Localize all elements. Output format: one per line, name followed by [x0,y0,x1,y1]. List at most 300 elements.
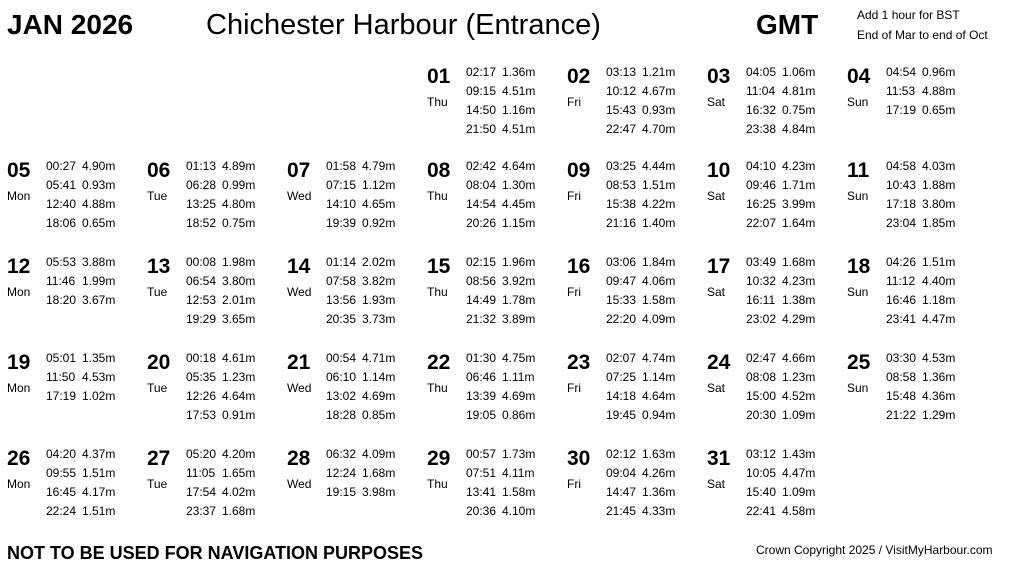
tide-height: 1.16m [502,103,536,117]
day-number: 26 [7,447,31,470]
tide-height: 4.74m [642,351,676,365]
tide-time: 05:41 [46,178,77,192]
tide-time: 09:47 [606,274,637,288]
tide-entry [326,197,395,211]
tide-height: 4.53m [922,351,956,365]
tide-time: 22:47 [606,122,637,136]
day-name: Sat [707,477,726,491]
tide-height: 4.23m [782,274,816,288]
tide-entry [466,408,535,422]
tide-height: 4.79m [362,159,396,173]
tide-entry [746,255,815,269]
tide-time: 17:53 [186,408,217,422]
day-name: Fri [567,95,581,109]
tide-height: 4.40m [922,274,956,288]
tide-height: 4.71m [362,351,396,365]
day-cell [7,255,147,335]
day-number: 29 [427,447,451,470]
day-number: 22 [427,351,451,374]
tide-height: 1.40m [642,216,676,230]
tide-entry [746,447,815,461]
tide-height: 1.63m [642,447,676,461]
tide-entry [46,197,115,211]
tide-entry [466,255,535,269]
tide-height: 0.65m [82,216,116,230]
tide-entry [466,178,535,192]
day-name: Sun [847,381,869,395]
tide-time: 05:20 [186,447,217,461]
tide-entry [46,293,115,307]
tide-entry [326,351,395,365]
tide-entry [186,370,255,384]
day-number: 13 [147,255,171,278]
tide-entry [326,485,395,499]
tide-time: 13:41 [466,485,497,499]
tide-entry [886,103,955,117]
tide-height: 0.91m [222,408,256,422]
day-number: 07 [287,159,311,182]
tide-entry [886,178,955,192]
tide-entry [326,255,395,269]
tide-height: 1.73m [502,447,536,461]
tide-time: 15:40 [746,485,777,499]
tide-time: 11:53 [886,84,916,98]
tide-height: 4.44m [642,159,676,173]
tide-time: 14:47 [606,485,637,499]
tide-time: 18:06 [46,216,77,230]
tide-entry [606,122,675,136]
day-cell [427,351,567,431]
tide-entry [186,312,255,326]
tide-time: 12:40 [46,197,77,211]
tide-height: 3.98m [362,485,396,499]
tide-time: 09:04 [606,466,637,480]
tide-height: 3.82m [362,274,396,288]
day-number: 23 [567,351,591,374]
tide-time: 03:13 [606,65,637,79]
tide-entry [606,447,675,461]
tide-height: 3.88m [82,255,116,269]
tide-time: 19:39 [326,216,357,230]
tide-height: 4.80m [222,197,256,211]
tide-entry [46,485,115,499]
day-cell [847,255,987,335]
tide-time: 08:56 [466,274,497,288]
tide-height: 4.37m [82,447,116,461]
day-name: Tue [147,189,168,203]
tide-time: 21:50 [466,122,497,136]
tide-entry [886,216,955,230]
tide-time: 06:32 [326,447,357,461]
day-name: Sat [707,189,726,203]
tide-time: 03:06 [606,255,637,269]
tide-entry [466,274,535,288]
tide-height: 4.06m [642,274,676,288]
day-cell [427,447,567,527]
tide-time: 01:14 [326,255,357,269]
day-number: 19 [7,351,31,374]
tide-time: 01:13 [186,159,217,173]
tide-time: 03:49 [746,255,777,269]
tide-time: 13:56 [326,293,357,307]
tide-height: 4.88m [922,84,956,98]
day-cell [287,351,427,431]
tide-height: 1.78m [502,293,536,307]
tide-height: 1.51m [82,504,116,518]
tide-height: 4.61m [222,351,256,365]
tide-entry [746,216,815,230]
tide-height: 4.67m [642,84,676,98]
tide-time: 02:42 [466,159,497,173]
tide-time: 19:05 [466,408,497,422]
tide-entry [46,351,115,365]
tide-height: 3.92m [502,274,536,288]
tide-height: 4.88m [82,197,116,211]
tide-time: 20:30 [746,408,777,422]
copyright-notice: Crown Copyright 2025 / VisitMyHarbour.com [756,543,993,557]
tide-entry [466,197,535,211]
tide-height: 1.14m [362,370,396,384]
tide-height: 1.96m [502,255,536,269]
day-name: Fri [567,477,581,491]
tide-height: 4.90m [82,159,116,173]
tide-height: 1.21m [642,65,676,79]
tide-time: 07:15 [326,178,357,192]
tide-height: 4.26m [642,466,676,480]
tide-entry [46,159,115,173]
tide-entry [186,274,255,288]
tide-entry [186,408,255,422]
tide-height: 4.09m [642,312,676,326]
tide-entry [746,159,815,173]
day-name: Sat [707,285,726,299]
tide-time: 17:18 [886,197,917,211]
tide-entry [46,216,115,230]
tide-time: 09:55 [46,466,77,480]
tide-height: 1.68m [222,504,256,518]
tide-entry [326,293,395,307]
tide-entry [186,351,255,365]
tide-entry [326,370,395,384]
tide-entry [46,370,115,384]
day-number: 27 [147,447,171,470]
day-name: Tue [147,285,168,299]
tide-height: 4.65m [362,197,396,211]
tide-entry [186,466,255,480]
day-cell [567,351,707,431]
tide-time: 17:19 [886,103,917,117]
tide-height: 1.99m [82,274,116,288]
tide-time: 07:58 [326,274,357,288]
tide-time: 15:33 [606,293,637,307]
tide-height: 4.23m [782,159,816,173]
tide-height: 1.11m [502,370,535,384]
day-name: Thu [427,285,448,299]
tide-time: 02:47 [746,351,777,365]
tide-entry [46,255,115,269]
tide-time: 12:26 [186,389,217,403]
tide-entry [186,178,255,192]
tide-height: 4.64m [222,389,256,403]
tide-entry [326,466,395,480]
tide-height: 1.51m [82,466,116,480]
tide-time: 09:15 [466,84,497,98]
tide-time: 05:01 [46,351,77,365]
tide-entry [186,485,255,499]
tide-entry [466,447,535,461]
tide-entry [746,389,815,403]
tide-height: 0.85m [362,408,396,422]
day-cell [707,159,847,239]
day-number: 04 [847,65,871,88]
tide-height: 4.29m [782,312,816,326]
bst-note-line-2: End of Mar to end of Oct [857,28,988,42]
tide-height: 4.64m [502,159,536,173]
tide-height: 1.51m [642,178,676,192]
tide-entry [326,159,395,173]
tide-time: 12:24 [326,466,357,480]
tide-entry [746,103,815,117]
tide-entry [886,389,955,403]
tide-time: 01:30 [466,351,497,365]
tide-entry [886,312,955,326]
tide-height: 0.86m [502,408,536,422]
tide-height: 0.94m [642,408,676,422]
tide-entry [466,504,535,518]
tide-entry [46,389,115,403]
tide-time: 23:41 [886,312,917,326]
tide-time: 15:48 [886,389,917,403]
tide-time: 13:25 [186,197,217,211]
day-number: 21 [287,351,311,374]
tide-height: 1.68m [782,255,816,269]
tide-entry [186,216,255,230]
tide-time: 21:32 [466,312,497,326]
tide-entry [466,466,534,480]
day-number: 15 [427,255,451,278]
tide-time: 15:43 [606,103,637,117]
tide-entry [466,370,534,384]
tide-height: 4.47m [922,312,956,326]
tide-time: 17:19 [46,389,77,403]
day-name: Fri [567,189,581,203]
tide-entry [746,65,815,79]
tide-height: 4.84m [782,122,816,136]
tide-height: 0.92m [362,216,396,230]
tide-entry [746,312,815,326]
tide-entry [746,351,815,365]
tide-time: 23:02 [746,312,777,326]
tide-time: 11:50 [46,370,76,384]
day-cell [707,255,847,335]
tide-time: 00:27 [46,159,77,173]
tide-entry [466,103,535,117]
tide-time: 18:20 [46,293,77,307]
tide-entry [186,159,255,173]
day-number: 10 [707,159,731,182]
day-cell [7,159,147,239]
tide-height: 4.52m [782,389,816,403]
tide-height: 1.88m [922,178,956,192]
timezone-label: GMT [756,9,819,40]
day-name: Sun [847,189,869,203]
tide-time: 09:46 [746,178,777,192]
tide-entry [326,274,395,288]
day-cell [147,351,287,431]
tide-entry [606,103,675,117]
tide-time: 07:25 [606,370,637,384]
tide-height: 1.65m [222,466,256,480]
tide-entry [746,466,815,480]
tide-height: 1.36m [642,485,676,499]
day-number: 28 [287,447,311,470]
day-name: Fri [567,285,581,299]
tide-height: 4.70m [642,122,676,136]
tide-entry [606,351,675,365]
tide-height: 4.33m [642,504,676,518]
tide-height: 1.30m [502,178,536,192]
tide-entry [746,504,815,518]
day-number: 17 [707,255,731,278]
tide-time: 15:00 [746,389,777,403]
tide-height: 1.14m [642,370,676,384]
tide-time: 22:20 [606,312,637,326]
tide-entry [746,197,815,211]
harbour-title: Chichester Harbour (Entrance) [206,9,601,41]
tide-time: 06:10 [326,370,357,384]
day-name: Wed [287,477,312,491]
tide-entry [886,351,955,365]
tide-height: 4.36m [922,389,956,403]
tide-entry [886,65,955,79]
tide-height: 0.96m [922,65,956,79]
day-name: Mon [7,285,31,299]
day-number: 09 [567,159,591,182]
tide-time: 20:26 [466,216,497,230]
day-cell [847,159,987,239]
tide-time: 17:54 [186,485,217,499]
tide-time: 08:53 [606,178,637,192]
tide-time: 04:26 [886,255,917,269]
tide-entry [886,408,955,422]
tide-height: 1.64m [782,216,816,230]
tide-entry [886,293,955,307]
tide-height: 4.69m [362,389,396,403]
bst-note-line-1: Add 1 hour for BST [857,8,960,22]
tide-time: 18:52 [186,216,217,230]
tide-time: 07:51 [466,466,497,480]
tide-time: 13:02 [326,389,357,403]
tide-entry [466,389,535,403]
day-cell [427,255,567,335]
tide-height: 1.12m [362,178,396,192]
tide-entry [746,370,815,384]
tide-entry [186,447,255,461]
day-cell [847,65,987,145]
day-cell [147,447,287,527]
tide-height: 1.23m [782,370,816,384]
tide-entry [746,485,815,499]
tide-time: 10:43 [886,178,917,192]
tide-height: 2.02m [362,255,396,269]
day-number: 31 [707,447,731,470]
tide-height: 1.58m [502,485,536,499]
day-number: 06 [147,159,171,182]
tide-time: 23:04 [886,216,917,230]
tide-time: 11:04 [746,84,776,98]
day-cell [427,159,567,239]
tide-time: 05:53 [46,255,77,269]
tide-time: 16:45 [46,485,77,499]
tide-height: 1.71m [782,178,816,192]
tide-height: 3.80m [222,274,256,288]
tide-time: 16:32 [746,103,777,117]
tide-height: 4.45m [502,197,536,211]
day-number: 18 [847,255,871,278]
tide-time: 02:15 [466,255,497,269]
tide-time: 10:32 [746,274,777,288]
tide-height: 4.53m [82,370,116,384]
tide-height: 0.65m [922,103,956,117]
tide-time: 06:46 [466,370,497,384]
tide-height: 4.11m [502,466,535,480]
tide-time: 10:12 [606,84,637,98]
tide-entry [46,274,115,288]
tide-height: 0.75m [782,103,816,117]
tide-entry [886,255,955,269]
tide-time: 10:05 [746,466,777,480]
tide-entry [886,159,955,173]
tide-time: 13:39 [466,389,497,403]
tide-entry [186,255,255,269]
day-cell [147,159,287,239]
tide-time: 14:10 [326,197,357,211]
day-cell [7,351,147,431]
day-number: 01 [427,65,451,88]
tide-time: 16:11 [746,293,776,307]
tide-height: 3.65m [222,312,256,326]
tide-time: 14:54 [466,197,497,211]
tide-time: 21:22 [886,408,917,422]
tide-entry [746,178,815,192]
tide-entry [46,178,115,192]
day-number: 12 [7,255,31,278]
tide-time: 21:45 [606,504,637,518]
tide-entry [606,178,675,192]
tide-time: 06:28 [186,178,217,192]
tide-time: 18:28 [326,408,357,422]
day-cell [847,351,987,431]
tide-time: 21:16 [606,216,637,230]
tide-height: 1.58m [642,293,676,307]
tide-time: 02:07 [606,351,637,365]
day-number: 24 [707,351,731,374]
tide-height: 1.85m [922,216,956,230]
tide-time: 14:50 [466,103,497,117]
tide-height: 4.03m [922,159,956,173]
tide-entry [606,408,675,422]
tide-entry [606,370,675,384]
day-name: Thu [427,189,448,203]
tide-time: 22:41 [746,504,777,518]
tide-height: 1.36m [922,370,956,384]
day-number: 30 [567,447,591,470]
tide-height: 1.93m [362,293,396,307]
tide-entry [886,84,955,98]
tide-entry [186,389,255,403]
tide-height: 4.20m [222,447,256,461]
tide-time: 19:45 [606,408,637,422]
